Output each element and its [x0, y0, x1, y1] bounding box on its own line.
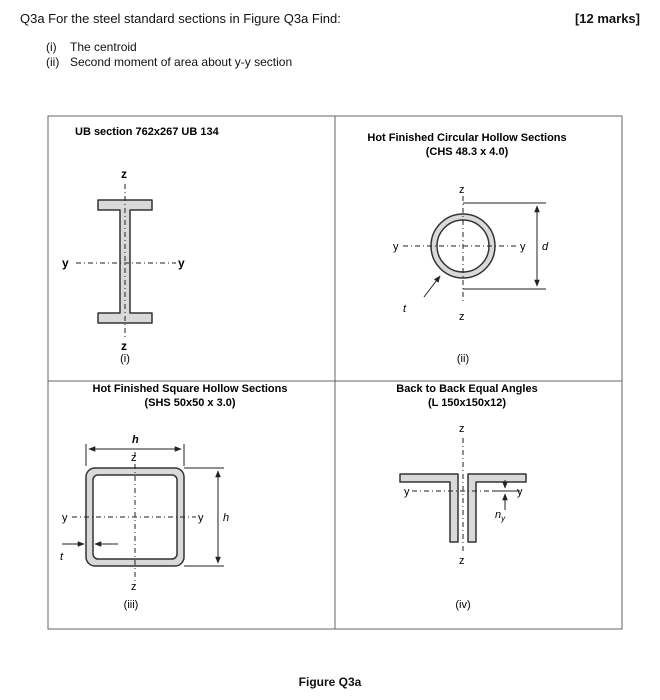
h-right-label: h — [223, 512, 230, 524]
panel-title-line1: Hot Finished Circular Hollow Sections — [367, 132, 567, 144]
panel-title-line1: Hot Finished Square Hollow Sections — [92, 383, 288, 395]
panel-title-line2: (CHS 48.3 x 4.0) — [425, 146, 509, 158]
axis-y-right: y — [198, 512, 204, 524]
axis-z-top: z — [131, 452, 137, 464]
h-right-dimension — [184, 468, 224, 566]
part-number: (i) — [46, 40, 57, 54]
axis-y-left: y — [62, 512, 68, 524]
h-top-label: h — [132, 434, 139, 446]
angles-axes — [412, 438, 520, 552]
axis-y-right: y — [517, 486, 523, 498]
panel-shs-section — [60, 383, 287, 611]
ny-dimension — [492, 480, 520, 510]
ny-label: $n_y$ — [495, 509, 506, 523]
part-text: The centroid — [70, 40, 137, 54]
axis-z-top: z — [121, 167, 127, 181]
thickness-label: t — [403, 303, 407, 315]
figure-caption: Figure Q3a — [298, 675, 362, 689]
panel-label: (i) — [120, 353, 130, 365]
part-text: Second moment of area about y-y section — [70, 55, 293, 69]
axis-z-bottom: z — [121, 339, 127, 353]
axis-y-right: y — [520, 241, 526, 253]
marks-label: [12 marks] — [574, 11, 640, 26]
thickness-label: t — [60, 551, 64, 563]
axis-z-top: z — [459, 184, 465, 196]
panel-title-line1: Back to Back Equal Angles — [396, 383, 538, 395]
panel-label: (iii) — [123, 599, 139, 611]
panel-title-line2: (L 150x150x12) — [427, 397, 507, 409]
panel-label: (ii) — [456, 353, 470, 365]
axis-y-left: y — [404, 486, 410, 498]
axis-z-bottom: z — [131, 581, 137, 593]
axis-z-bottom: z — [459, 311, 465, 323]
axis-y-left: y — [393, 241, 399, 253]
panel-title-line2: (SHS 50x50 x 3.0) — [144, 397, 236, 409]
axis-y-right: y — [178, 256, 185, 270]
panel-chs-section — [367, 132, 566, 365]
panel-angles-section — [396, 383, 537, 611]
axis-z-top: z — [459, 423, 465, 435]
question-title: Q3a For the steel standard sections in Figure Q3a Find: — [20, 11, 341, 26]
diameter-label: d — [542, 241, 549, 253]
panel-label: (iv) — [455, 599, 471, 611]
panel-ub-section — [62, 126, 220, 365]
axis-y-left: y — [62, 256, 69, 270]
angles-shape — [400, 474, 526, 542]
panel-title: UB section 762x267 UB 134 — [75, 126, 219, 138]
part-number: (ii) — [46, 55, 60, 69]
axis-z-bottom: z — [459, 555, 465, 567]
